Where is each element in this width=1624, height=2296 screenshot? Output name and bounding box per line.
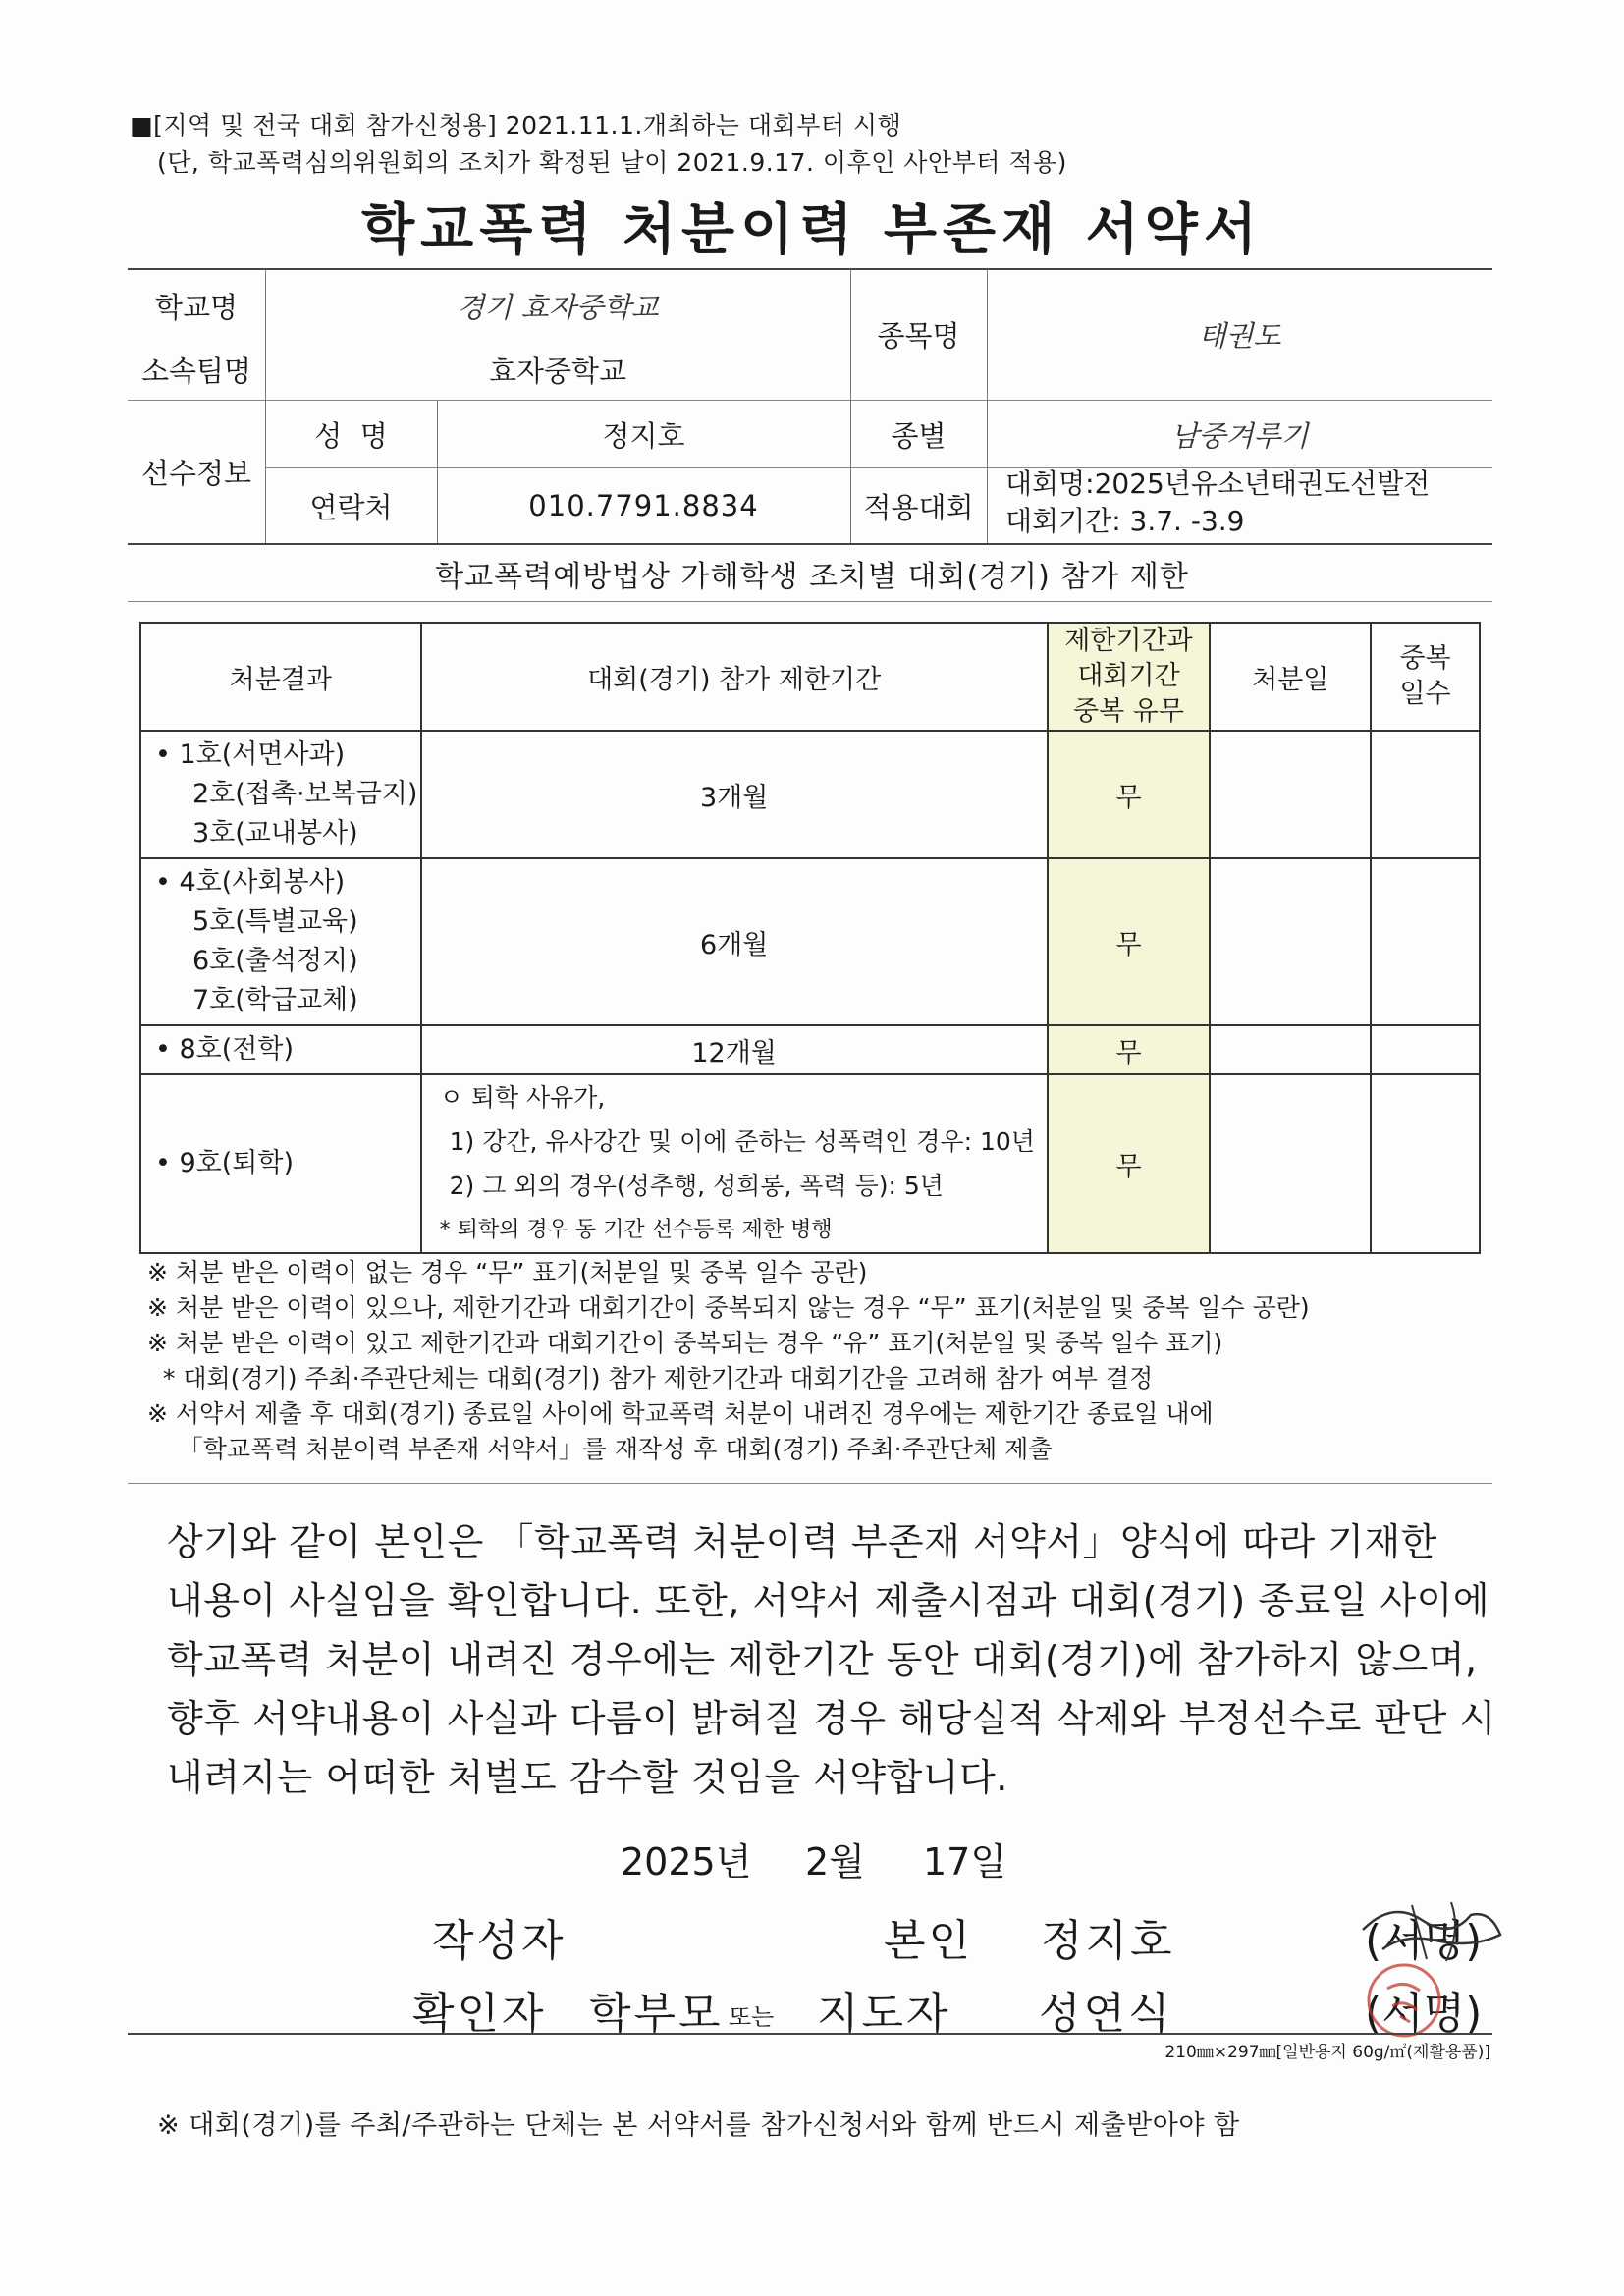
result-line: 5호(특별교육): [192, 906, 358, 937]
row-days: [1371, 1025, 1480, 1074]
result-line: • 1호(서면사과): [155, 739, 346, 770]
pledge-line: 향후 서약내용이 사실과 다름이 밝혀질 경우 해당실적 삭제와 부정선수로 판단 시: [167, 1697, 1496, 1740]
row-overlap: 무: [1048, 858, 1211, 1025]
guide-label: 지도자: [817, 1989, 951, 2039]
restriction-table: [139, 622, 1481, 1254]
header-overlap-line: 중복 유무: [1073, 696, 1184, 727]
result-line: • 9호(퇴학): [155, 1148, 294, 1178]
period-line: ㅇ 퇴학 사유가,: [439, 1083, 606, 1112]
result-line: • 8호(전학): [155, 1034, 294, 1065]
header-overlap: [1048, 623, 1211, 731]
event-label: 종목명: [877, 319, 960, 353]
note-line: ※ 처분 받은 이력이 있으나, 제한기간과 대회기간이 중복되지 않는 경우 “무” 표기(처분일 및 중복 일수 공란): [147, 1293, 1310, 1322]
row-overlap: 무: [1048, 731, 1211, 858]
notes-rule: [128, 1483, 1492, 1484]
competition-name: 대회명:2025년유소년태권도선발전: [1005, 467, 1431, 500]
note-line: ※ 처분 받은 이력이 있고 제한기간과 대회기간이 중복되는 경우 “유” 표기(처분일 및 중복 일수 표기): [147, 1329, 1223, 1357]
row-date: [1210, 1025, 1371, 1074]
name-label: 성 명: [314, 418, 388, 453]
pledge-line: 학교폭력 처분이 내려진 경우에는 제한기간 동안 대회(경기)에 참가하지 않으며,: [167, 1638, 1478, 1681]
row-days: [1371, 731, 1480, 858]
row-result: [140, 731, 421, 858]
school-label: 학교명: [154, 290, 239, 324]
result-line: 7호(학급교체): [192, 985, 358, 1015]
pledge-line: 상기와 같이 본인은 「학교폭력 처분이력 부존재 서약서」양식에 따라 기재한: [167, 1520, 1437, 1563]
info-bottom-rule: [128, 543, 1492, 545]
scope-line: ■[지역 및 전국 대회 참가신청용] 2021.11.1.개최하는 대회부터 시행: [130, 111, 902, 139]
date-year: 2025년: [621, 1840, 752, 1884]
row-overlap: 무: [1048, 1074, 1211, 1253]
row-date: [1210, 1074, 1371, 1253]
row-result: [140, 1025, 421, 1074]
confirmer-name: 성연식: [1039, 1989, 1173, 2039]
result-line: • 4호(사회봉사): [155, 867, 346, 898]
header-date: 처분일: [1210, 623, 1371, 731]
pledge-line: 내려지는 어떠한 처벌도 감수할 것임을 서약합니다.: [167, 1756, 1008, 1799]
period-line: 2) 그 외의 경우(성추행, 성희롱, 폭력 등): 5년: [449, 1172, 944, 1200]
sign-label-2: (서명): [1365, 1989, 1483, 2039]
contact-label: 연락처: [309, 490, 393, 524]
subtitle-rule: [128, 601, 1492, 602]
row-result: [140, 1074, 421, 1253]
team-label: 소속팀명: [140, 354, 252, 388]
header-overlap-line: 제한기간과: [1064, 626, 1193, 656]
row-date: [1210, 731, 1371, 858]
writer-name: 정지호: [1041, 1916, 1175, 1966]
restriction-subtitle: 학교폭력예방법상 가해학생 조치별 대회(경기) 참가 제한: [435, 560, 1189, 594]
notes: [147, 1255, 1310, 1467]
header-result: 처분결과: [140, 623, 421, 731]
player-info-label: 선수정보: [140, 457, 252, 490]
table-row: [140, 858, 1480, 1025]
date-day: 17일: [923, 1840, 1007, 1884]
header-overlap-line: 대회기간: [1077, 661, 1180, 691]
writer-label: 작성자: [432, 1916, 567, 1966]
row-period: 12개월: [421, 1025, 1048, 1074]
date-month: 2월: [805, 1840, 865, 1884]
header-days-line: 일수: [1399, 679, 1451, 709]
table-header-row: [140, 623, 1480, 731]
or-label: 또는: [729, 2003, 775, 2031]
note-line: ※ 처분 받은 이력이 없는 경우 “무” 표기(처분일 및 중복 일수 공란): [147, 1258, 868, 1286]
paper-spec: 210㎜×297㎜[일반용지 60g/㎡(재활용품)]: [1164, 2043, 1490, 2062]
table-row: [140, 1074, 1480, 1253]
row-result: [140, 858, 421, 1025]
signature-rule: [128, 2033, 1492, 2035]
competition-period: 대회기간: 3.7. -3.9: [1005, 505, 1245, 537]
footer-note: ※ 대회(경기)를 주최/주관하는 단체는 본 서약서를 참가신청서와 함께 반드시 제출받아야 함: [157, 2110, 1240, 2141]
row-overlap: 무: [1048, 1025, 1211, 1074]
row-period: 6개월: [421, 858, 1048, 1025]
category-label: 종별: [891, 418, 947, 453]
header-period: 대회(경기) 참가 제한기간: [421, 623, 1048, 731]
row-days: [1371, 858, 1480, 1025]
note-line: ※ 서약서 제출 후 대회(경기) 종료일 사이에 학교폭력 처분이 내려진 경우에는 제한기간 종료일 내에: [147, 1399, 1214, 1428]
note-line: * 대회(경기) 주최·주관단체는 대회(경기) 참가 제한기간과 대회기간을 고려해 참가 여부 결정: [147, 1364, 1154, 1393]
row-period: 3개월: [421, 731, 1048, 858]
header-days: [1371, 623, 1480, 731]
name-value: 정지호: [602, 418, 685, 453]
result-line: 2호(접촉·보복금지): [192, 779, 418, 809]
pledge-line: 내용이 사실임을 확인합니다. 또한, 서약서 제출시점과 대회(경기) 종료일 사이에: [167, 1579, 1490, 1622]
competition-info: [1005, 465, 1430, 540]
scope-note: (단, 학교폭력심의위원회의 조치가 확정된 날이 2021.9.17. 이후인 사안부터 적용): [157, 148, 1067, 177]
row-period: [421, 1074, 1048, 1253]
contact-value: 010.7791.8834: [528, 489, 759, 522]
confirmer-label: 확인자: [412, 1989, 547, 2039]
table-row: [140, 731, 1480, 858]
pledge-text: [167, 1512, 1496, 1807]
note-line: 「학교폭력 처분이력 부존재 서약서」를 재작성 후 대회(경기) 주최·주관단체 제출: [147, 1435, 1053, 1463]
competition-label: 적용대회: [863, 490, 974, 524]
result-line: 6호(출석정지): [192, 946, 358, 976]
document-title: 학교폭력 처분이력 부존재 서약서: [361, 198, 1263, 262]
row-date: [1210, 858, 1371, 1025]
parent-label: 학부모: [589, 1989, 724, 2039]
table-row: [140, 1025, 1480, 1074]
self-label: 본인: [884, 1916, 974, 1966]
signature-mark-icon: [1353, 1890, 1520, 1969]
result-line: 3호(교내봉사): [192, 818, 358, 848]
sign-label: (서명): [1365, 1916, 1483, 1966]
seal-stamp-icon: [1363, 1959, 1445, 2042]
row-days: [1371, 1074, 1480, 1253]
period-line: 1) 강간, 유사강간 및 이에 준하는 성폭력인 경우: 10년: [449, 1127, 1035, 1156]
event-value: 태권도: [1198, 319, 1281, 353]
header-days-line: 중복: [1399, 643, 1451, 674]
period-note: * 퇴학의 경우 동 기간 선수등록 제한 병행: [439, 1218, 833, 1242]
school-value: 경기 효자중학교: [457, 290, 659, 324]
category-value: 남중겨루기: [1170, 418, 1309, 453]
team-value: 효자중학교: [488, 354, 627, 388]
